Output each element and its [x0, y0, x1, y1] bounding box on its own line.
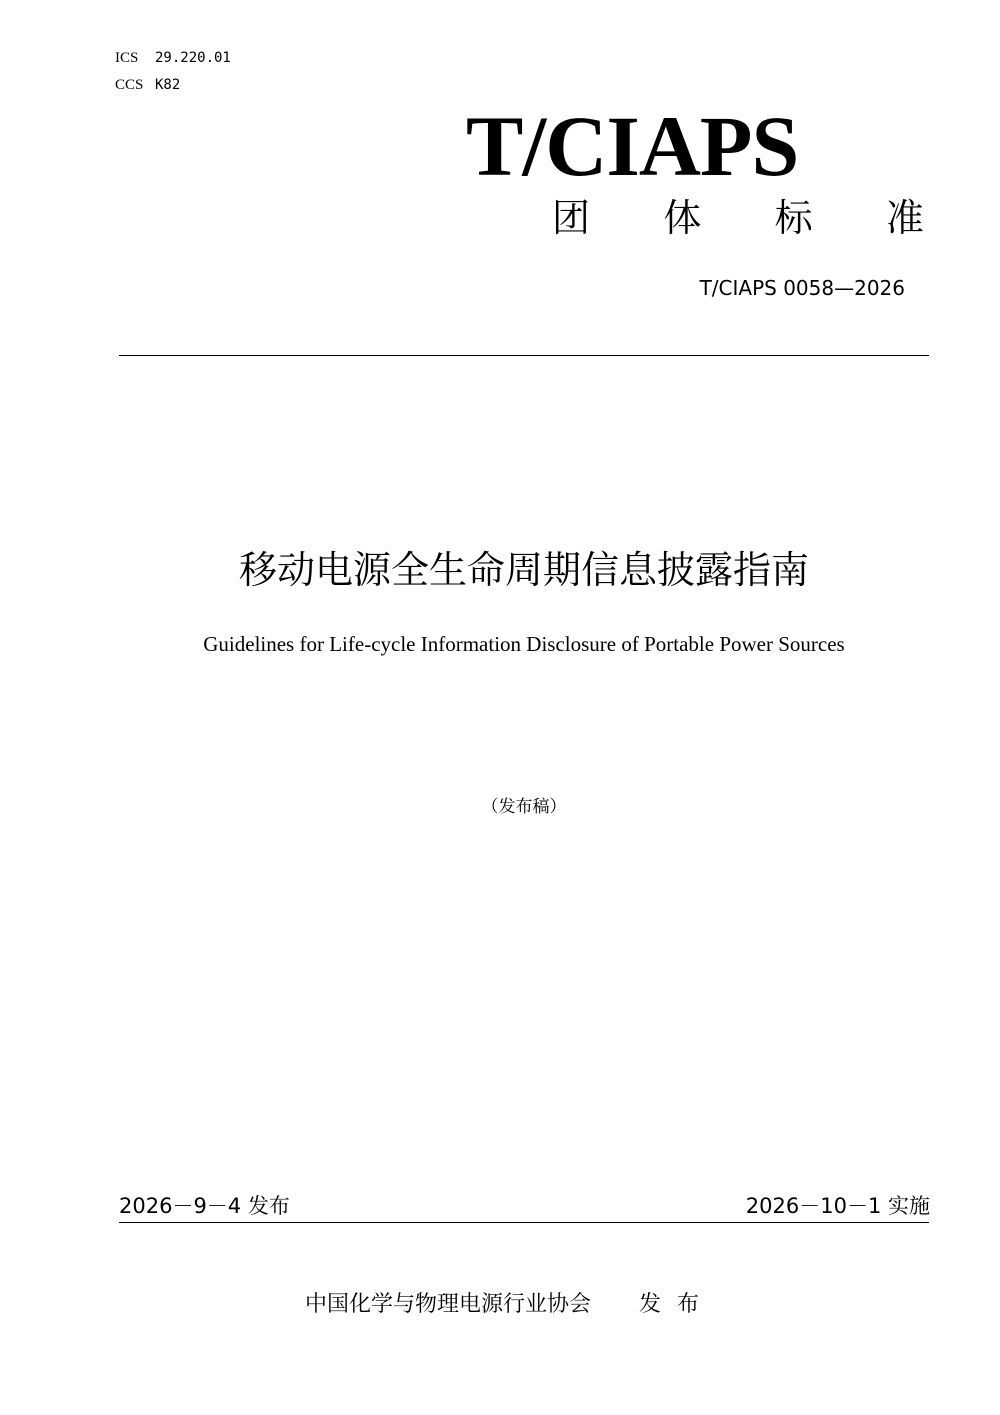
publish-date: 2026－9－4 发布 [119, 1194, 290, 1218]
ccs-code-row [115, 76, 180, 94]
publish-action: 发布 [639, 1292, 716, 1317]
ics-label: ICS [115, 50, 139, 66]
publisher-organization: 中国化学与物理电源行业协会 [305, 1292, 592, 1317]
ccs-label: CCS [115, 77, 144, 93]
footer-divider [119, 1222, 929, 1223]
standard-type-char: 体 [663, 196, 702, 240]
ics-code: 29.220.01 [155, 50, 231, 66]
standard-type-char: 标 [774, 196, 813, 240]
document-title-chinese: 移动电源全生命周期信息披露指南 [238, 548, 809, 592]
implement-date: 2026－10－1 实施 [745, 1194, 930, 1218]
standard-type-title [552, 190, 924, 246]
ics-code-row [115, 49, 231, 67]
draft-status: （发布稿） [481, 797, 567, 817]
standard-type-char: 团 [552, 196, 591, 240]
ccs-code: K82 [155, 77, 181, 93]
publisher-line [305, 1288, 715, 1322]
standard-number: T/CIAPS 0058—2026 [699, 276, 905, 300]
header-divider [119, 355, 929, 356]
document-title-english: Guidelines for Life-cycle Information Disclosure of Portable Power Sources [203, 632, 845, 656]
organization-logo: T/CIAPS [466, 98, 799, 194]
standard-type-char: 准 [885, 196, 924, 240]
